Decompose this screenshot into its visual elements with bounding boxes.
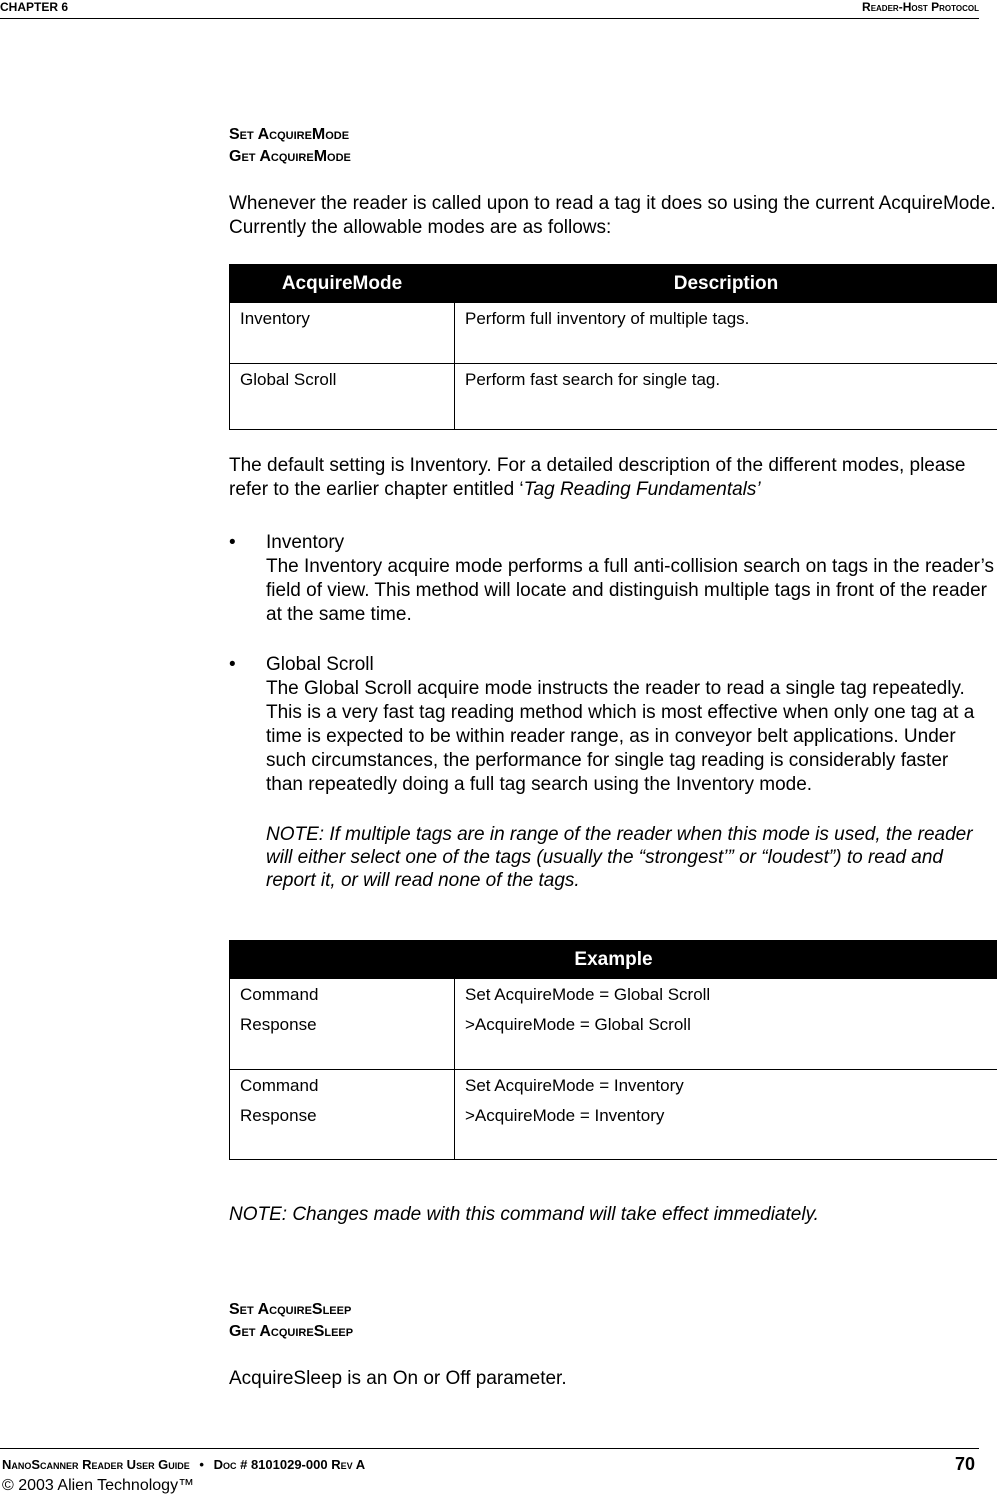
response-label: Response [240,1106,317,1125]
label-cell [230,979,455,1070]
example-table [229,940,997,1160]
bullet-icon: • [229,532,236,553]
table-row [230,1070,997,1160]
label-cell [230,1070,455,1160]
section-label: Reader-Host Protocol [862,0,979,14]
response-value: >AcquireMode = Inventory [465,1106,665,1125]
description-cell: Perform fast search for single tag. [455,364,997,430]
command-label: Command [240,1076,319,1095]
bullet-icon: • [229,654,236,675]
bullet-global-scroll [229,653,997,892]
page-content [229,0,997,1391]
running-footer [0,1448,979,1494]
column-header-acquiremode: AcquireMode [230,265,455,303]
command-value: Set AcquireMode = Inventory [465,1076,684,1095]
heading-get-acquiresleep: Get AcquireSleep [229,1323,354,1340]
mode-cell: Inventory [230,303,455,364]
acquiremode-table [229,264,997,430]
response-value: >AcquireMode = Global Scroll [465,1015,691,1034]
table-row [230,979,997,1070]
closing-note: NOTE: Changes made with this command will take effect immediately. [229,1204,819,1225]
bullet-text: The Global Scroll acquire mode instructs the reader to read a single tag repeatedly. This is a very fast tag reading method which is most effective when only one tag at a time is expected to be within reader range, as in conveyor belt applications. Under such circumstances, the performance for single tag reading is considerably faster than repeatedly doing a full tag search using the Inventory mode. [266,678,975,795]
description-cell: Perform full inventory of multiple tags. [455,303,997,364]
bullet-inventory [229,531,997,627]
acquiremode-intro: Whenever the reader is called upon to read a tag it does so using the current AcquireMode. Currently the allowable modes are as follows: [229,193,996,238]
command-value: Set AcquireMode = Global Scroll [465,985,711,1004]
response-label: Response [240,1015,317,1034]
global-scroll-note: NOTE: If multiple tags are in range of the reader when this mode is used, the reader will either select one of the tags (usually the “strongest’” or “loudest”) to read and report it, or will read none of the tags. [266,824,973,891]
chapter-label: CHAPTER 6 [0,0,69,14]
heading-set-acquiremode: Set AcquireMode [229,126,350,143]
guide-title: NanoScanner Reader User Guide [2,1457,190,1472]
column-header-description: Description [455,265,997,303]
table-row [230,364,997,430]
separator-icon: • [199,1457,204,1472]
chapter-reference: Tag Reading Fundamentals’ [523,479,761,500]
bullet-title: Inventory [266,532,345,553]
acquiresleep-intro: AcquireSleep is an On or Off parameter. [229,1368,567,1389]
footer-guide-line [2,1457,365,1472]
value-cell [455,1070,997,1160]
default-setting-text [229,454,997,502]
example-header: Example [230,941,997,979]
bullet-title: Global Scroll [266,654,374,675]
value-cell [455,979,997,1070]
doc-number: Doc # 8101029-000 Rev A [213,1457,366,1472]
table-row [230,303,997,364]
bullet-text: The Inventory acquire mode performs a full anti-collision search on tags in the reader’s field of view. This method will locate and distinguish multiple tags in front of the reader at the same time. [266,556,995,625]
heading-set-acquiresleep: Set AcquireSleep [229,1301,352,1318]
copyright: © 2003 Alien Technology™ [2,1477,195,1494]
heading-get-acquiremode: Get AcquireMode [229,148,351,165]
default-setting-body: The default setting is Inventory. For a detailed description of the different modes, please refer to the earlier chapter entitled ‘ [229,455,966,500]
page-number: 70 [954,1454,975,1474]
mode-cell: Global Scroll [230,364,455,430]
command-label: Command [240,985,319,1004]
